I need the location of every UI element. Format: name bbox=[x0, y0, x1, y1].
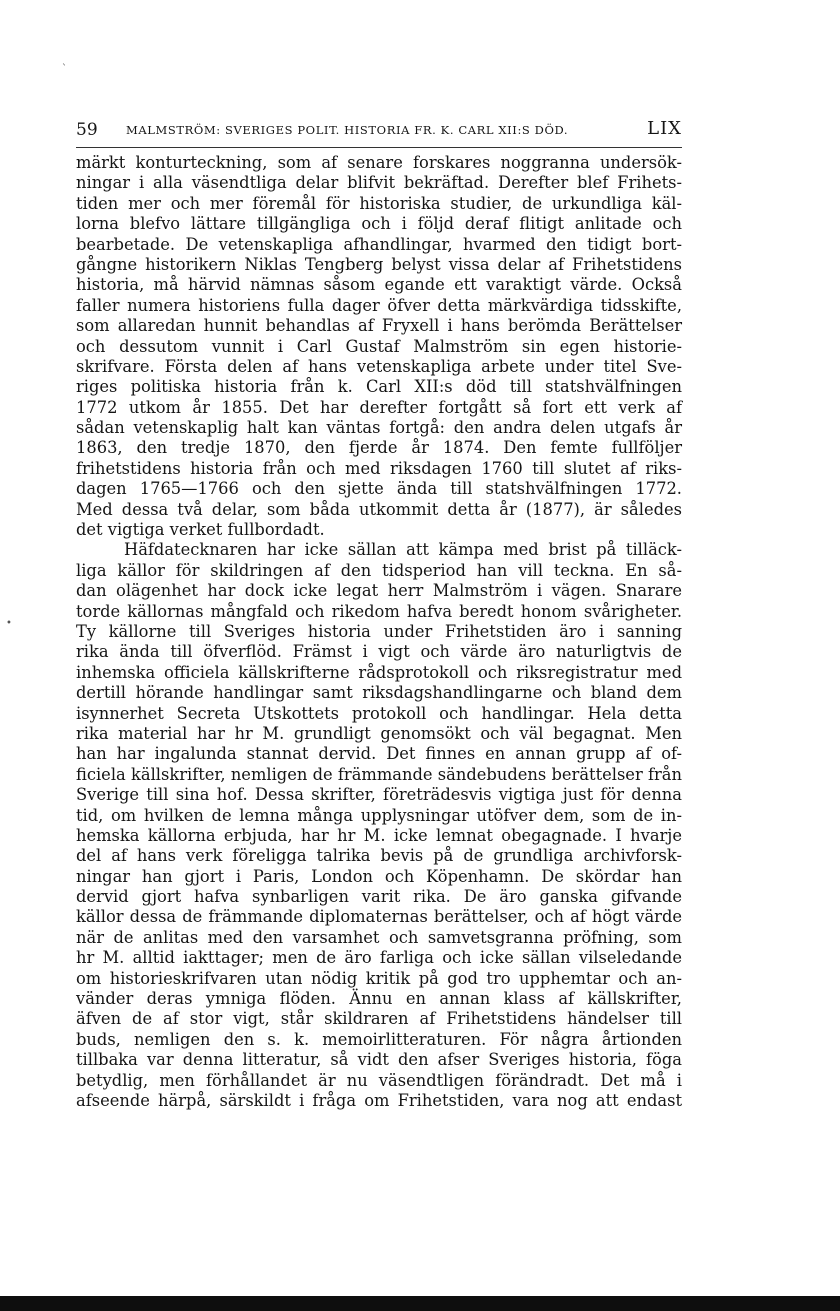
text-line: historia, må härvid nämnas såsom egande ett varaktigt värde. Också bbox=[76, 275, 682, 295]
text-line: del af hans verk föreligga talrika bevis på de grundliga archivforsk- bbox=[76, 846, 682, 866]
text-line: 1863, den tredje 1870, den fjerde år 1874. Den femte fullföljer bbox=[76, 438, 682, 458]
text-line: dan olägenhet har dock icke legat herr Malmström i vägen. Snarare bbox=[76, 581, 682, 601]
text-line: gångne historikern Niklas Tengberg belyst vissa delar af Frihetstidens bbox=[76, 254, 682, 274]
text-line: hr M. alltid iakttager; men de äro farliga och icke sällan vilseledande bbox=[76, 948, 682, 968]
text-line: afseende härpå, särskildt i fråga om Frihetstiden, vara nog att endast bbox=[76, 1090, 682, 1110]
text-line: riges politiska historia från k. Carl XII:s död till statshvälfningen bbox=[76, 377, 682, 397]
body-text bbox=[76, 153, 682, 1111]
text-line: rika ända till öfverflöd. Främst i vigt och värde äro naturligtvis de bbox=[76, 642, 682, 662]
page-number: 59 bbox=[76, 120, 98, 140]
scan-edge-bar bbox=[0, 1296, 840, 1311]
text-line: tid, om hvilken de lemna många upplysningar utöfver dem, som de in- bbox=[76, 805, 682, 825]
text-line: märkt konturteckning, som af senare forskares noggranna undersök- bbox=[76, 153, 682, 172]
text-line: Ty källorne till Sveriges historia under Frihetstiden äro i sanning bbox=[76, 621, 682, 641]
text-line: ningar i alla väsendtliga delar blifvit bekräftad. Derefter blef Frihets- bbox=[76, 173, 682, 193]
text-line: dertill hörande handlingar samt riksdagshandlingarne och bland dem bbox=[76, 683, 682, 703]
text-line: ningar han gjort i Paris, London och Köpenhamn. De skördar han bbox=[76, 866, 682, 886]
text-line: betydlig, men förhållandet är nu väsendtligen förändradt. Det må i bbox=[76, 1070, 682, 1090]
text-line: liga källor för skildringen af den tidsperiod han vill teckna. En så- bbox=[76, 560, 682, 580]
text-line: skrifvare. Första delen af hans vetenskapliga arbete under titel Sve- bbox=[76, 356, 682, 376]
header-rule bbox=[76, 147, 682, 148]
text-line: hemska källorna erbjuda, har hr M. icke lemnat obegagnade. I hvarje bbox=[76, 825, 682, 845]
scan-speck: • bbox=[6, 618, 12, 629]
text-line: dervid gjort hafva synbarligen varit rika. De äro ganska gifvande bbox=[76, 887, 682, 907]
text-line: 1772 utkom år 1855. Det har derefter fortgått så fort ett verk af bbox=[76, 397, 682, 417]
text-line: sådan vetenskaplig halt kan väntas fortgå: den andra delen utgafs år bbox=[76, 418, 682, 438]
text-line: buds, nemligen den s. k. memoirlitteraturen. För några årtionden bbox=[76, 1029, 682, 1049]
text-line: och dessutom vunnit i Carl Gustaf Malmström sin egen historie- bbox=[76, 336, 682, 356]
text-line: äfven de af stor vigt, står skildraren af Frihetstidens händelser till bbox=[76, 1009, 682, 1029]
text-line: han har ingalunda stannat dervid. Det finnes en annan grupp af of- bbox=[76, 744, 682, 764]
text-line: om historieskrifvaren utan nödig kritik på god tro upphemtar och an- bbox=[76, 968, 682, 988]
text-line: ficiela källskrifter, nemligen de främmande sändebudens berättelser från bbox=[76, 764, 682, 784]
text-line: torde källornas mångfald och rikedom hafva beredt honom svårigheter. bbox=[76, 601, 682, 621]
text-line: Häfdatecknaren har icke sällan att kämpa med brist på tilläck- bbox=[124, 540, 682, 560]
text-line: bearbetade. De vetenskapliga afhandlingar, hvarmed den tidigt bort- bbox=[76, 234, 682, 254]
text-line: frihetstidens historia från och med riksdagen 1760 till slutet af riks- bbox=[76, 458, 682, 478]
running-title: MALMSTRÖM: SVERIGES POLIT. HISTORIA FR. K. CARL XII:S DÖD. bbox=[126, 123, 569, 137]
text-line: lorna blefvo lättare tillgängliga och i följd deraf flitigt anlitade och bbox=[76, 214, 682, 234]
text-line: när de anlitas med den varsamhet och samvetsgranna pröfning, som bbox=[76, 927, 682, 947]
text-line: tillbaka var denna litteratur, så vidt den afser Sveriges historia, föga bbox=[76, 1050, 682, 1070]
text-line: vänder deras ymniga flöden. Ännu en annan klass af källskrifter, bbox=[76, 989, 682, 1009]
text-line: inhemska officiela källskrifterne rådsprotokoll och riksregistratur med bbox=[76, 662, 682, 682]
text-line: dagen 1765—1766 och den sjette ända till statshvälfningen 1772. bbox=[76, 479, 682, 499]
text-line: rika material har hr M. grundligt genomsökt och väl begagnat. Men bbox=[76, 723, 682, 743]
text-line: isynnerhet Secreta Utskottets protokoll och handlingar. Hela detta bbox=[76, 703, 682, 723]
text-line: Med dessa två delar, som båda utkommit detta år (1877), är således bbox=[76, 499, 682, 519]
page-header bbox=[76, 118, 682, 142]
text-line: det vigtiga verket fullbordadt. bbox=[76, 520, 325, 540]
roman-page-number: LIX bbox=[647, 118, 682, 139]
text-line: källor dessa de främmande diplomaternas berättelser, och af högt värde bbox=[76, 907, 682, 927]
text-line: Sverige till sina hof. Dessa skrifter, företrädesvis vigtiga just för denna bbox=[76, 785, 682, 805]
text-line: som allaredan hunnit behandlas af Fryxell i hans berömda Berättelser bbox=[76, 316, 682, 336]
text-line: tiden mer och mer föremål för historiska studier, de urkundliga käl- bbox=[76, 193, 682, 213]
text-line: faller numera historiens fulla dager öfver detta märkvärdiga tidsskifte, bbox=[76, 295, 682, 315]
scan-speck: ` bbox=[62, 64, 67, 75]
